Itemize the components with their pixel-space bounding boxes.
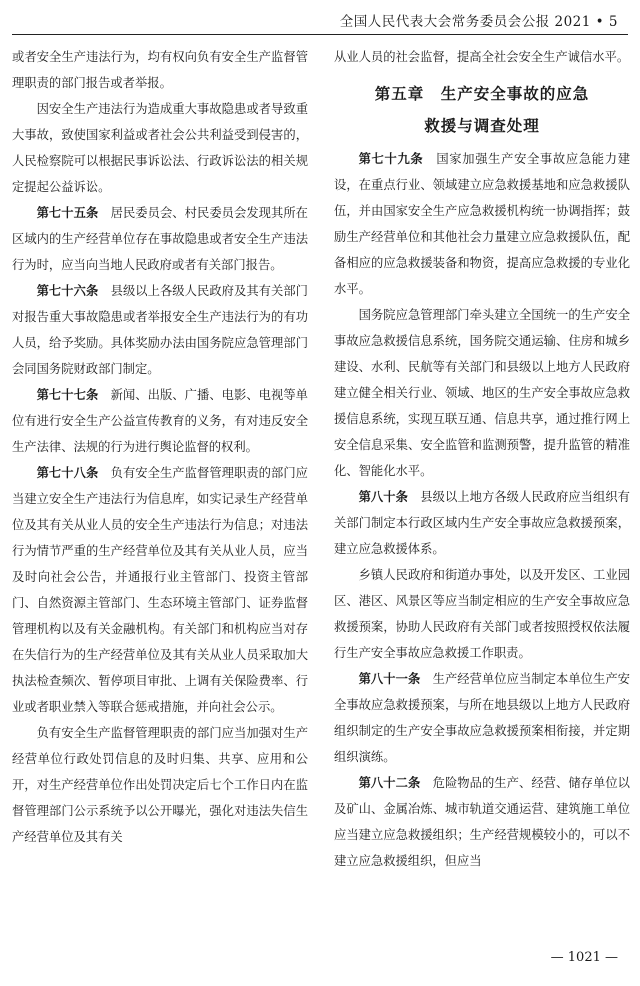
article-81 [334,666,630,770]
page-number: — 1021 — [550,950,618,965]
right-column [334,44,630,874]
gazette-title: 全国人民代表大会常务委员会公报 2021 • 5 [339,14,618,30]
article-75 [12,200,308,278]
paragraph-continuation: 或者安全生产违法行为，均有权向负有安全生产监督管理职责的部门报告或者举报。 [12,50,308,90]
paragraph-continuation: 从业人员的社会监督，提高全社会安全生产诚信水平。 [334,50,630,64]
article-text: 县级以上地方各级人民政府应当组织有关部门制定本行政区域内生产安全事故应急救援预案，建立应急救援体系。 [334,490,630,556]
article-text: 生产经营单位应当制定本单位生产安全事故应急救援预案，与所在地县级以上地方人民政府组织制定的生产安全事故应急救援预案相衔接，并定期组织演练。 [334,672,630,764]
article-label: 第七十七条 [36,387,99,402]
chapter-heading [334,78,630,142]
article-label: 第七十九条 [358,151,424,166]
article-text: 国家加强生产安全事故应急能力建设，在重点行业、领域建立应急救援基地和应急救援队伍，并由国家安全生产应急救援机构统一协调指挥；鼓励生产经营单位和其他社会力量建立应急救援队伍，配备相应的应急救援装备和物资，提高应急救援的专业化水平。 [334,152,630,296]
article-label: 第七十六条 [36,283,99,298]
page-header [0,0,640,40]
article-80 [334,484,630,562]
header-rule [12,34,628,35]
article-label: 第八十二条 [358,775,421,790]
paragraph: 国务院应急管理部门牵头建立全国统一的生产安全事故应急救援信息系统，国务院交通运输、住房和城乡建设、水利、民航等有关部门和县级以上地方人民政府建立健全相关行业、领域、地区的生产安全事故应急救援信息系统，实现互联互通、信息共享，通过推行网上安全信息采集、安全监管和监测预警，提升监管的精准化、智能化水平。 [334,308,630,478]
article-76 [12,278,308,382]
article-text: 居民委员会、村民委员会发现其所在区域内的生产经营单位存在事故隐患或者安全生产违法行为时，应当向当地人民政府或者有关部门报告。 [12,206,308,272]
article-label: 第七十八条 [36,465,99,480]
paragraph: 负有安全生产监督管理职责的部门应当加强对生产经营单位行政处罚信息的及时归集、共享、应用和公开，对生产经营单位作出处罚决定后七个工作日内在监督管理部门公示系统予以公开曝光，强化对违法失信生产经营单位及其有关 [12,726,308,844]
chapter-heading-line1: 第五章 生产安全事故的应急 [374,84,590,103]
article-text: 县级以上各级人民政府及其有关部门对报告重大事故隐患或者举报安全生产违法行为的有功人员，给予奖励。具体奖励办法由国务院应急管理部门会同国务院财政部门制定。 [12,284,308,376]
article-label: 第八十条 [358,489,408,504]
article-text: 负有安全生产监督管理职责的部门应当建立安全生产违法行为信息库，如实记录生产经营单位及其有关从业人员的安全生产违法行为信息；对违法行为情节严重的生产经营单位及其有关从业人员，应当及时向社会公告，并通报行业主管部门、投资主管部门、自然资源主管部门、生态环境主管部门、证券监督管理机构以及有关金融机构。有关部门和机构应当对存在失信行为的生产经营单位及其有关从业人员采取加大执法检查频次、暂停项目审批、上调有关保险费率、行业或者职业禁入等联合惩戒措施，并向社会公示。 [12,466,308,714]
article-79 [334,146,630,302]
paragraph: 因安全生产违法行为造成重大事故隐患或者导致重大事故，致使国家利益或者社会公共利益受到侵害的，人民检察院可以根据民事诉讼法、行政诉讼法的相关规定提起公益诉讼。 [12,102,308,194]
chapter-heading-line2: 救援与调查处理 [424,116,540,135]
article-text: 新闻、出版、广播、电影、电视等单位有进行安全生产公益宣传教育的义务，有对违反安全生产法律、法规的行为进行舆论监督的权利。 [12,388,308,454]
article-text: 危险物品的生产、经营、储存单位以及矿山、金属冶炼、城市轨道交通运营、建筑施工单位应当建立应急救援组织；生产经营规模较小的，可以不建立应急救援组织，但应当 [334,776,630,868]
article-77 [12,382,308,460]
article-78 [12,460,308,720]
article-label: 第八十一条 [358,671,421,686]
article-82 [334,770,630,874]
paragraph: 乡镇人民政府和街道办事处，以及开发区、工业园区、港区、风景区等应当制定相应的生产安全事故应急救援预案，协助人民政府有关部门或者按照授权依法履行生产安全事故应急救援工作职责。 [334,568,630,660]
left-column [12,44,308,850]
article-label: 第七十五条 [36,205,99,220]
